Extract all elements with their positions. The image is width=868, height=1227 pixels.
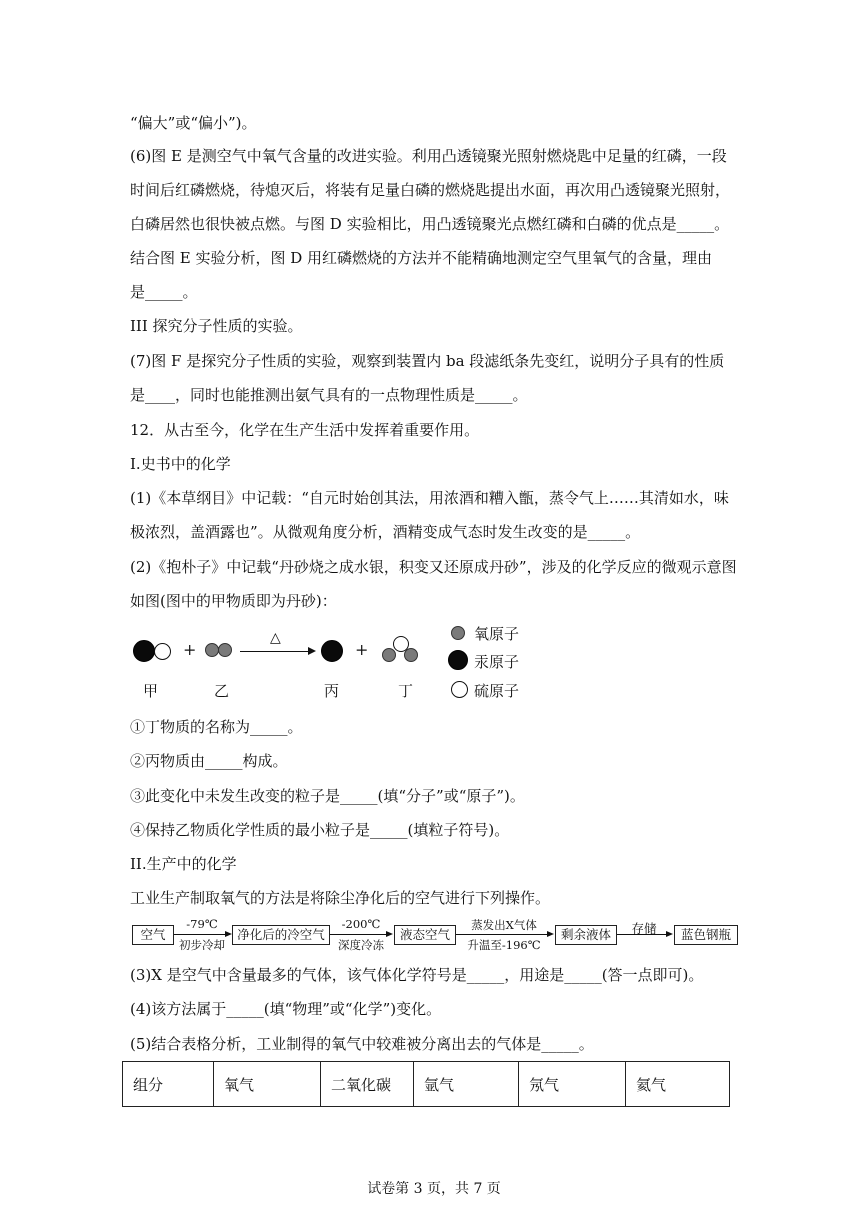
flow-box-cold-air: 净化后的冷空气 — [232, 925, 330, 945]
flow-arrow — [330, 934, 387, 935]
flow-box-blue-cylinder: 蓝色钢瓶 — [674, 925, 738, 945]
step-1-condition: -79℃ — [186, 917, 218, 931]
reaction-arrow — [240, 651, 314, 652]
step-3-label: 升温至-196℃ — [467, 938, 541, 952]
text-line: (1)《本草纲目》中记载：“自元时始创其法，用浓酒和糟入甑，蒸令气上……其清如水，味 — [130, 489, 729, 507]
text-line: (3)X 是空气中含量最多的气体，该气体化学符号是_____，用途是_____(答一点即可)。 — [130, 966, 704, 984]
text-line: (7)图 F 是探究分子性质的实验，观察到装置内 ba 段滤纸条先变红，说明分子具有的性质 — [130, 352, 725, 370]
text-line: ①丁物质的名称为_____。 — [130, 718, 303, 736]
text-line: 工业生产制取氧气的方法是将除尘净化后的空气进行下列操作。 — [130, 889, 551, 907]
legend-oxygen-icon — [451, 626, 465, 640]
table-cell: 二氧化碳 — [321, 1062, 414, 1107]
section-heading: I.史书中的化学 — [130, 455, 231, 473]
label-bing: 丙 — [324, 682, 340, 700]
mercury-atom — [321, 640, 343, 662]
label-jia: 甲 — [143, 682, 159, 700]
table-cell: 氩气 — [414, 1062, 519, 1107]
legend-sulfur-label: 硫原子 — [474, 682, 520, 700]
flow-box-air: 空气 — [132, 925, 174, 945]
step-1-label: 初步冷却 — [179, 938, 225, 952]
sulfur-atom — [154, 643, 171, 660]
table-cell: 氧气 — [214, 1062, 321, 1107]
text-line: “偏大”或“偏小”)。 — [130, 114, 257, 132]
question-title: 12．从古至今，化学在生产生活中发挥着重要作用。 — [130, 421, 480, 439]
gas-table — [122, 1061, 730, 1107]
step-4-label: 存储 — [631, 921, 657, 936]
section-heading: III 探究分子性质的实验。 — [130, 317, 303, 335]
text-line: 是_____。 — [130, 283, 198, 301]
text-line: 是____，同时也能推测出氨气具有的一点物理性质是_____。 — [130, 386, 528, 404]
flow-box-liquid-air: 液态空气 — [394, 925, 456, 945]
text-line: ④保持乙物质化学性质的最小粒子是_____(填粒子符号)。 — [130, 821, 510, 839]
section-heading: II.生产中的化学 — [130, 855, 237, 873]
text-line: (2)《抱朴子》中记载“丹砂烧之成水银，积变又还原成丹砂”，涉及的化学反应的微观示意图 — [130, 558, 737, 576]
step-2-condition: -200℃ — [341, 917, 381, 931]
step-2-label: 深度冷冻 — [338, 938, 384, 952]
flow-box-remaining-liquid: 剩余液体 — [555, 925, 617, 945]
oxygen-atom — [205, 643, 219, 657]
text-line: (5)结合表格分析，工业制得的氧气中较难被分离出去的气体是_____。 — [130, 1035, 594, 1053]
legend-mercury-icon — [448, 650, 468, 670]
text-line: 极浓烈，盖酒露也”。从微观角度分析，酒精变成气态时发生改变的是_____。 — [130, 523, 641, 541]
legend-mercury-label: 汞原子 — [474, 653, 520, 671]
oxygen-atom — [404, 648, 418, 662]
page-footer: 试卷第 3 页，共 7 页 — [367, 1181, 501, 1197]
plus-sign: + — [355, 640, 369, 659]
text-line: 时间后红磷燃烧，待熄灭后，将装有足量白磷的燃烧匙提出水面，再次用凸透镜聚光照射， — [130, 181, 731, 199]
text-line: 白磷居然也很快被点燃。与图 D 实验相比，用凸透镜聚光点燃红磷和白磷的优点是_____。 — [130, 215, 730, 233]
label-ding: 丁 — [398, 682, 414, 700]
text-line: 结合图 E 实验分析，图 D 用红磷燃烧的方法并不能精确地测定空气里氧气的含量，理由 — [130, 249, 713, 267]
text-line: (4)该方法属于_____(填“物理”或“化学”)变化。 — [130, 1000, 442, 1018]
text-line: 如图(图中的甲物质即为丹砂)： — [130, 592, 337, 610]
oxygen-atom — [382, 648, 396, 662]
legend-sulfur-icon — [451, 681, 468, 698]
label-yi: 乙 — [214, 682, 230, 700]
oxygen-atom — [218, 643, 232, 657]
plus-sign: + — [183, 640, 197, 659]
text-line: ③此变化中未发生改变的粒子是_____(填“分子”或“原子”)。 — [130, 787, 525, 805]
heating-symbol: △ — [270, 630, 281, 646]
arrow-head — [308, 647, 316, 655]
text-line: ②丙物质由_____构成。 — [130, 752, 288, 770]
flow-arrow — [456, 934, 548, 935]
flow-arrow — [174, 934, 226, 935]
table-row — [123, 1062, 730, 1107]
table-cell: 氖气 — [519, 1062, 626, 1107]
legend-oxygen-label: 氧原子 — [474, 625, 520, 643]
step-3-condition: 蒸发出X气体 — [471, 918, 537, 932]
table-cell: 氦气 — [626, 1062, 730, 1107]
table-cell: 组分 — [123, 1062, 214, 1107]
mercury-atom — [133, 640, 155, 662]
text-line: (6)图 E 是测空气中氧气含量的改进实验。利用凸透镜聚光照射燃烧匙中足量的红磷，一段 — [130, 147, 727, 165]
